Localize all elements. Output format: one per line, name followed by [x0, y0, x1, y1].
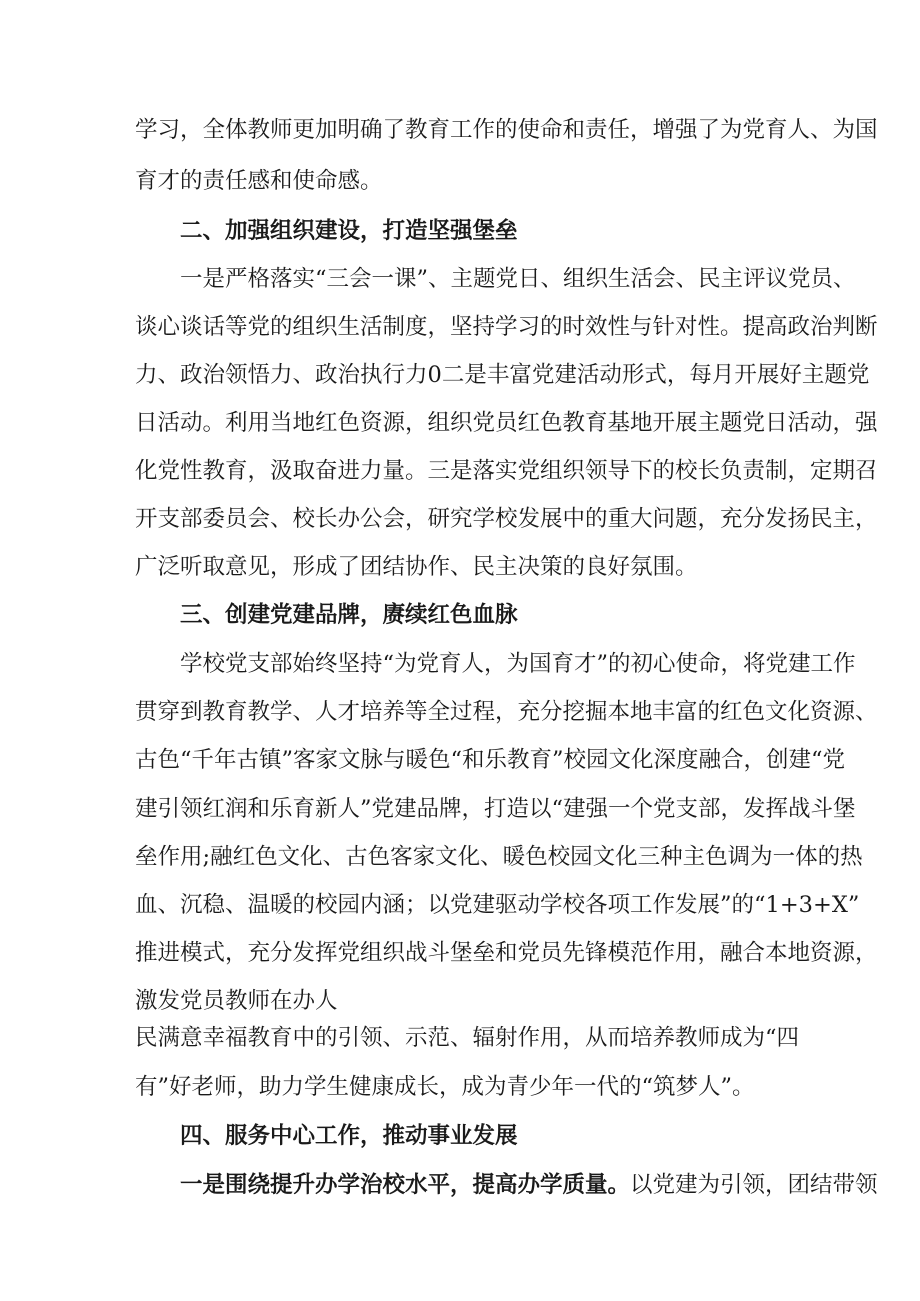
- paragraph-line: 古色“千年古镇”客家文脉与暖色“和乐教育”校园文化深度融合，创建“党: [135, 747, 846, 773]
- paragraph-line: 学校党支部始终坚持“为党育人，为国育才”的初心使命，将党建工作: [180, 651, 856, 677]
- bold-lead-sentence: 一是围绕提升办学治校水平，提高办学质量。: [180, 1172, 631, 1198]
- paragraph-line: 血、沉稳、温暖的校园内涵；以党建驱动学校各项工作发展”的“1+3+X”: [135, 892, 860, 918]
- section-heading-2: 二、加强组织建设，打造坚强堡垒: [180, 218, 518, 244]
- paragraph-text: 以党建为引领，团结带领: [630, 1172, 878, 1198]
- paragraph-line: 广泛听取意见，形成了团结协作、民主决策的良好氛围。: [135, 554, 698, 580]
- paragraph-line: [180, 1168, 878, 1202]
- paragraph-line: 有”好老师，助力学生健康成长，成为青少年一代的“筑梦人”。: [135, 1074, 755, 1100]
- paragraph-line: 育才的责任感和使命感。: [135, 168, 383, 194]
- section-heading-3: 三、创建党建品牌，赓续红色血脉: [180, 602, 518, 628]
- paragraph-line: 垒作用;融红色文化、古色客家文化、暖色校园文化三种主色调为一体的热: [135, 844, 863, 870]
- paragraph-line: 建引领红润和乐育新人”党建品牌，打造以“建强一个党支部，发挥战斗堡: [135, 796, 856, 822]
- paragraph-line: 化党性教育，汲取奋进力量。三是落实党组织领导下的校长负责制，定期召: [135, 458, 878, 484]
- paragraph-line: 民满意幸福教育中的引领、示范、辐射作用，从而培养教师成为“四: [135, 1025, 800, 1051]
- paragraph-line: 力、政治领悟力、政治执行力0二是丰富党建活动形式，每月开展好主题党: [135, 362, 870, 388]
- paragraph-line: 推进模式，充分发挥党组织战斗堡垒和党员先锋模范作用，融合本地资源，: [135, 940, 878, 966]
- paragraph-line: 开支部委员会、校长办公会，研究学校发展中的重大问题，充分发扬民主，: [135, 506, 878, 532]
- paragraph-line: 日活动。利用当地红色资源，组织党员红色教育基地开展主题党日活动，强: [135, 410, 878, 436]
- paragraph-line: 谈心谈话等党的组织生活制度，坚持学习的时效性与针对性。提高政治判断: [135, 314, 878, 340]
- section-heading-4: 四、服务中心工作，推动事业发展: [180, 1123, 518, 1149]
- paragraph-line: 激发党员教师在办人: [135, 988, 338, 1014]
- paragraph-line: 学习，全体教师更加明确了教育工作的使命和责任，增强了为党育人、为国: [135, 117, 878, 143]
- paragraph-line: 贯穿到教育教学、人才培养等全过程，充分挖掘本地丰富的红色文化资源、: [135, 699, 878, 725]
- paragraph-line: 一是严格落实“三会一课”、主题党日、组织生活会、民主评议党员、: [180, 266, 856, 292]
